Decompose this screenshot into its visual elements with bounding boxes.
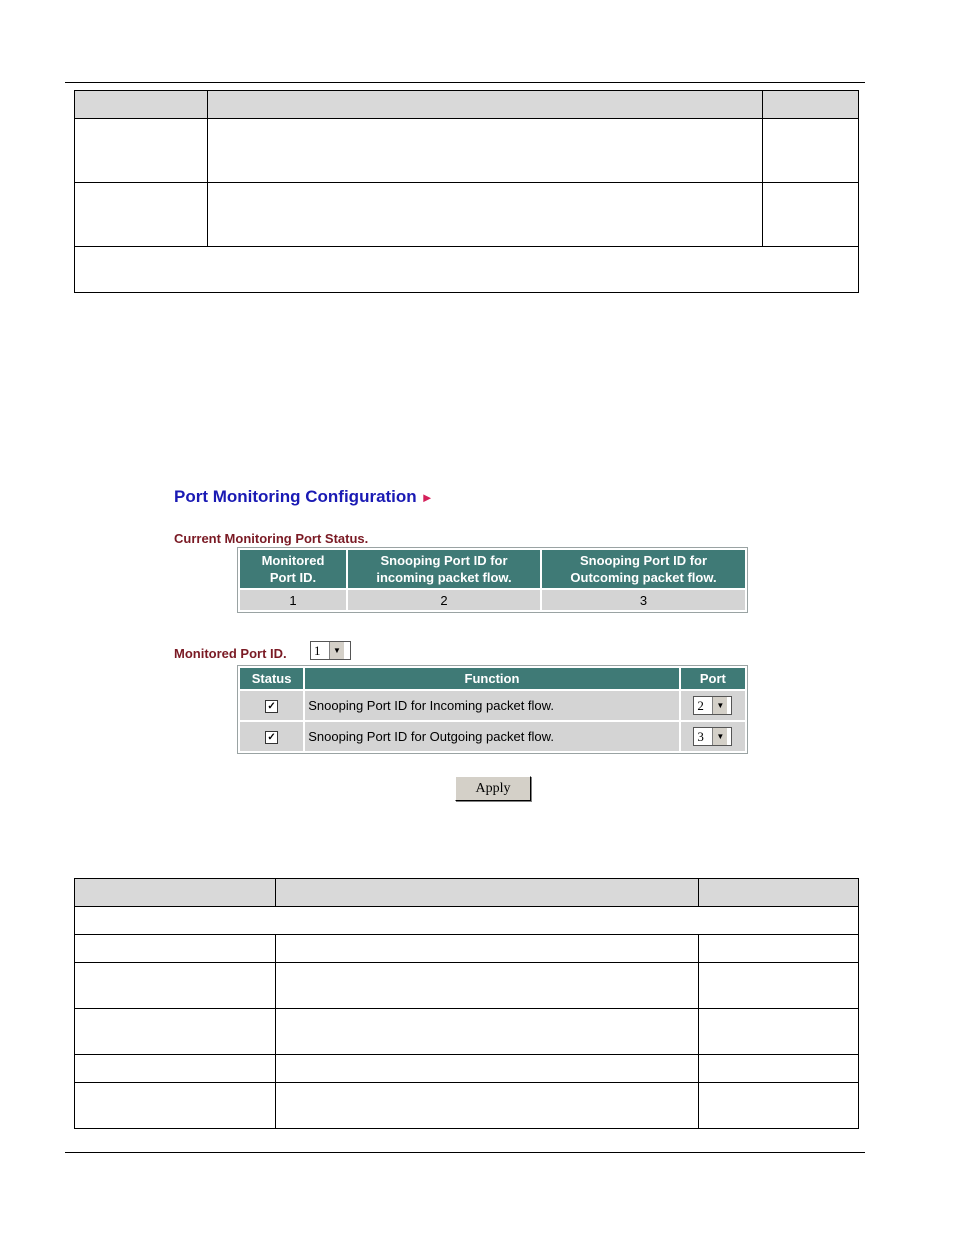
incoming-port-select[interactable] [693,696,732,715]
current-status-label: Current Monitoring Port Status. [174,531,369,546]
table-row [240,722,745,751]
outgoing-port-value: 3 [697,729,704,744]
apply-button[interactable]: Apply [455,776,531,801]
outgoing-function-label: Snooping Port ID for Outgoing packet flow. [305,722,678,751]
incoming-port-value: 2 [697,698,704,713]
table-row [75,91,859,119]
header-function: Function [305,668,678,689]
table-row [75,1009,859,1055]
top-rule [65,82,865,83]
table-row [75,183,859,247]
bottom-doc-table [74,878,859,1129]
dropdown-arrow-icon[interactable]: ▼ [329,642,344,659]
table-row [75,1055,859,1083]
monitored-port-value: 1 [240,590,346,610]
table-row [75,907,859,935]
table-row [240,691,745,720]
outcoming-port-value: 3 [542,590,745,610]
header-status: Status [240,668,303,689]
bottom-rule [65,1152,865,1153]
table-row [75,935,859,963]
dropdown-arrow-icon[interactable]: ▼ [712,728,727,745]
header-incoming: Snooping Port ID for incoming packet flow. [348,550,540,588]
incoming-function-label: Snooping Port ID for Incoming packet flow. [305,691,678,720]
header-outcoming: Snooping Port ID for Outcoming packet flow. [542,550,745,588]
page-title: Port Monitoring Configuration ► [174,487,434,506]
table-row [75,1083,859,1129]
header-port: Port [681,668,745,689]
arrow-right-icon: ► [420,490,434,505]
current-status-table [237,547,748,613]
outgoing-port-select[interactable] [693,727,732,746]
dropdown-arrow-icon[interactable]: ▼ [712,697,727,714]
function-table [237,665,748,754]
table-row [75,247,859,293]
top-doc-table [74,90,859,293]
outgoing-status-checkbox[interactable]: ✓ [265,731,278,744]
table-row [75,879,859,907]
header-monitored-port: Monitored Port ID. [240,550,346,588]
monitored-port-select[interactable] [310,641,351,660]
monitored-port-value: 1 [314,643,321,658]
monitored-port-label: Monitored Port ID. [174,646,287,661]
incoming-status-checkbox[interactable]: ✓ [265,700,278,713]
incoming-port-value: 2 [348,590,540,610]
table-row [75,963,859,1009]
table-row [75,119,859,183]
